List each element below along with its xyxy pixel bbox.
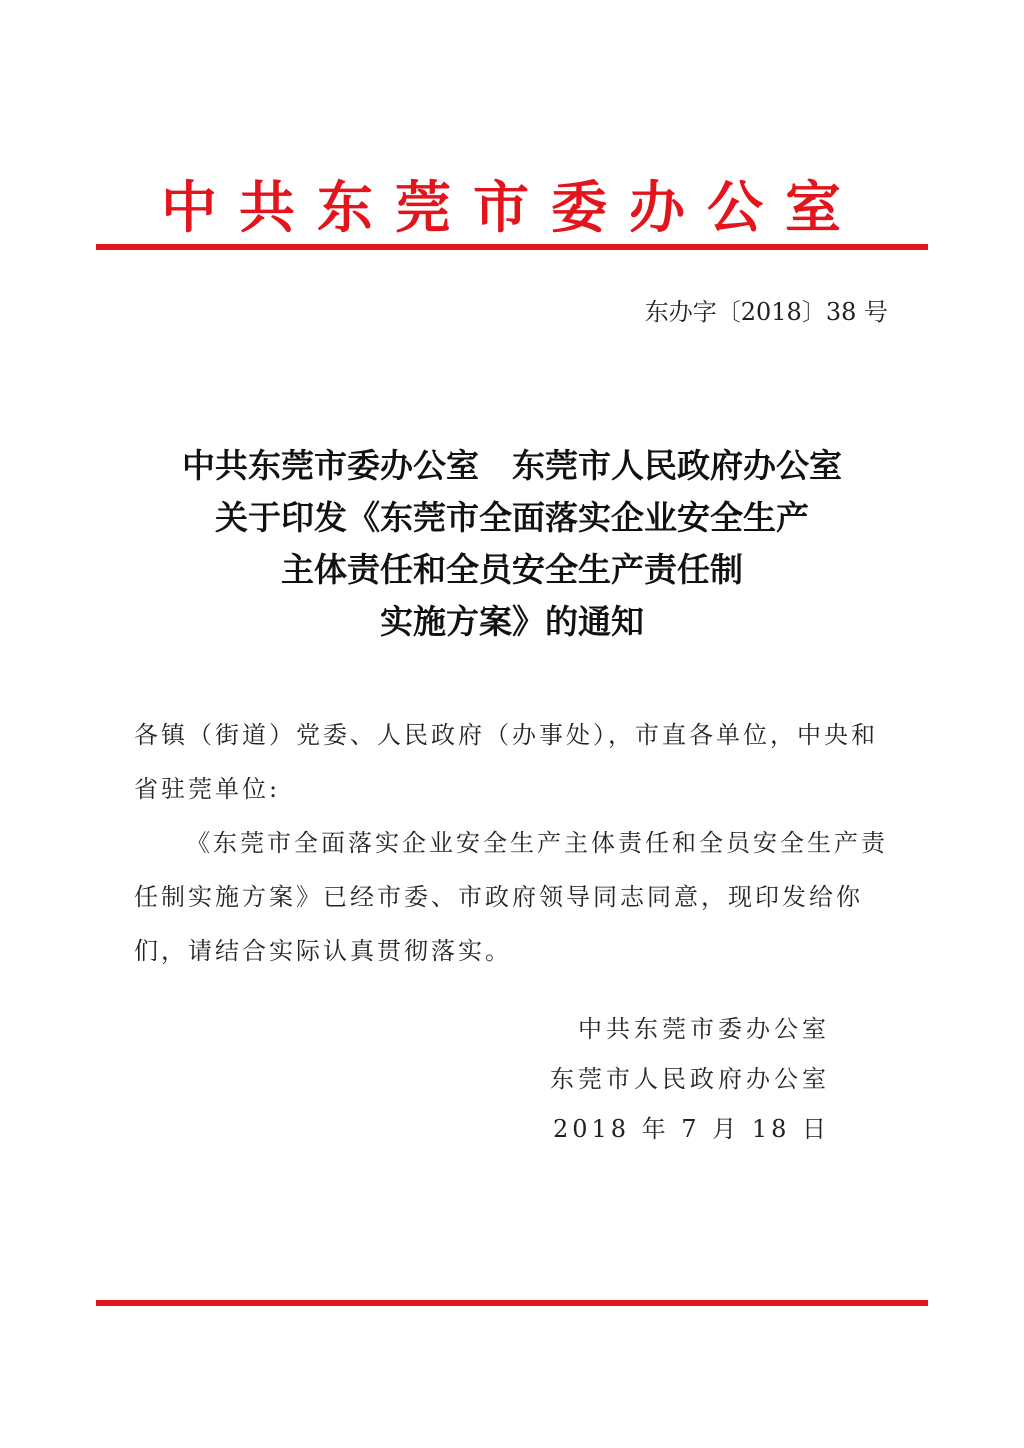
issuer-party-office: 中共东莞市委办公室 (578, 1015, 830, 1043)
document-body (134, 708, 890, 978)
title-line-3: 主体责任和全员安全生产责任制 (281, 550, 743, 589)
masthead-red-rule (96, 244, 928, 250)
signature-block (550, 1004, 830, 1154)
salutation: 各镇（街道）党委、人民政府（办事处），市直各单位，中央和省驻莞单位: (134, 721, 878, 803)
issuer-government-office: 东莞市人民政府办公室 (550, 1065, 830, 1093)
document-title (96, 440, 928, 648)
title-line-4: 实施方案》的通知 (380, 602, 644, 641)
document-number: 东办字〔2018〕38 号 (644, 298, 888, 326)
issue-date: 2018 年 7 月 18 日 (552, 1115, 830, 1143)
footer-red-rule (96, 1300, 928, 1306)
masthead-title: 中共东莞市委办公室 (161, 175, 863, 241)
body-paragraph: 《东莞市全面落实企业安全生产主体责任和全员安全生产责任制实施方案》已经市委、市政府领导同志同意，现印发给你们，请结合实际认真贯彻落实。 (134, 829, 888, 965)
title-line-1: 中共东莞市委办公室 东莞市人民政府办公室 (182, 446, 842, 485)
title-line-2: 关于印发《东莞市全面落实企业安全生产 (215, 498, 809, 537)
